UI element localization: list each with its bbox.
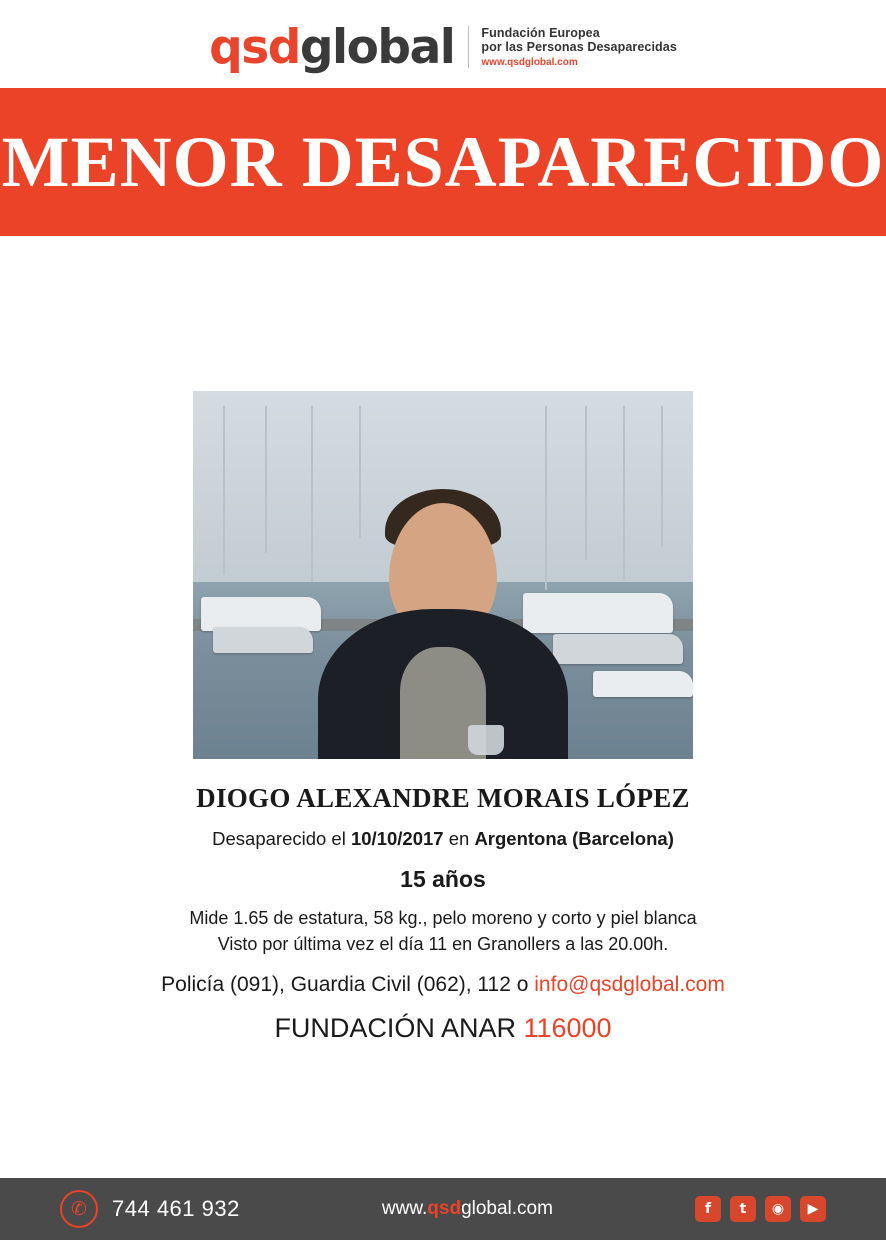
person-age: 15 años <box>400 866 486 892</box>
banner-title: MENOR DESAPARECIDO <box>1 122 885 202</box>
logo-letter-q: q <box>209 19 242 75</box>
missing-prefix: Desaparecido el <box>212 828 351 849</box>
sailboat-mast-icon <box>311 406 313 583</box>
tagline-line-1: Fundación Europea <box>481 25 600 40</box>
person-details <box>0 783 886 1054</box>
sailboat-mast-icon <box>623 406 625 579</box>
missing-middle: en <box>443 828 475 849</box>
foundation-line <box>40 1013 846 1044</box>
sailboat-mast-icon <box>265 406 267 553</box>
sailboat-mast-icon <box>661 406 663 546</box>
brand-header <box>0 0 886 88</box>
contact-line <box>40 973 846 997</box>
boat-shape <box>553 634 683 664</box>
person-description <box>40 905 846 957</box>
foundation-number: 116000 <box>523 1013 612 1044</box>
qsdglobal-logo <box>209 19 455 75</box>
twitter-icon[interactable]: t <box>730 1196 756 1222</box>
missing-line <box>40 828 846 850</box>
website-bold: qsd <box>427 1198 462 1219</box>
foundation-label: FUNDACIÓN ANAR <box>274 1013 524 1044</box>
photo-container <box>0 391 886 759</box>
sailboat-mast-icon <box>585 406 587 561</box>
sailboat-mast-icon <box>223 406 225 575</box>
footer-contact <box>60 1190 240 1228</box>
jacket-patch <box>468 725 504 755</box>
logo-tagline <box>468 26 676 68</box>
description-line-2: Visto por última vez el día 11 en Granollers a las 20.00h. <box>217 934 669 955</box>
social-links <box>695 1196 826 1222</box>
logo-website: www.qsdglobal.com <box>481 56 578 68</box>
instagram-icon[interactable]: ◉ <box>765 1196 791 1222</box>
contact-email[interactable]: info@qsdglobal.com <box>534 973 725 997</box>
whatsapp-icon[interactable]: ✆ <box>60 1190 98 1228</box>
alert-banner <box>0 88 886 236</box>
footer-website[interactable] <box>382 1198 553 1220</box>
facebook-icon[interactable]: f <box>695 1196 721 1222</box>
description-line-1: Mide 1.65 de estatura, 58 kg., pelo moreno y corto y piel blanca <box>189 908 697 928</box>
boat-shape <box>593 671 693 697</box>
website-suffix: global.com <box>461 1198 553 1219</box>
tagline-line-2: por las Personas Desaparecidas <box>481 40 677 55</box>
footer-phone: 744 461 932 <box>112 1196 240 1221</box>
youtube-icon[interactable]: ▶ <box>800 1196 826 1222</box>
contact-phones: Policía (091), Guardia Civil (062), 112 o <box>161 973 535 997</box>
missing-place: Argentona (Barcelona) <box>474 828 674 849</box>
person-name: DIOGO ALEXANDRE MORAIS LÓPEZ <box>196 783 690 813</box>
missing-person-photo <box>193 391 693 759</box>
website-prefix: www. <box>381 1198 428 1219</box>
logo-letters-sd: sd <box>241 19 300 75</box>
footer-bar <box>0 1178 886 1240</box>
person-figure <box>318 519 568 759</box>
missing-date: 10/10/2017 <box>350 828 444 849</box>
boat-shape <box>213 627 313 653</box>
logo-word-global: global <box>299 19 455 75</box>
boat-shape <box>201 597 321 631</box>
